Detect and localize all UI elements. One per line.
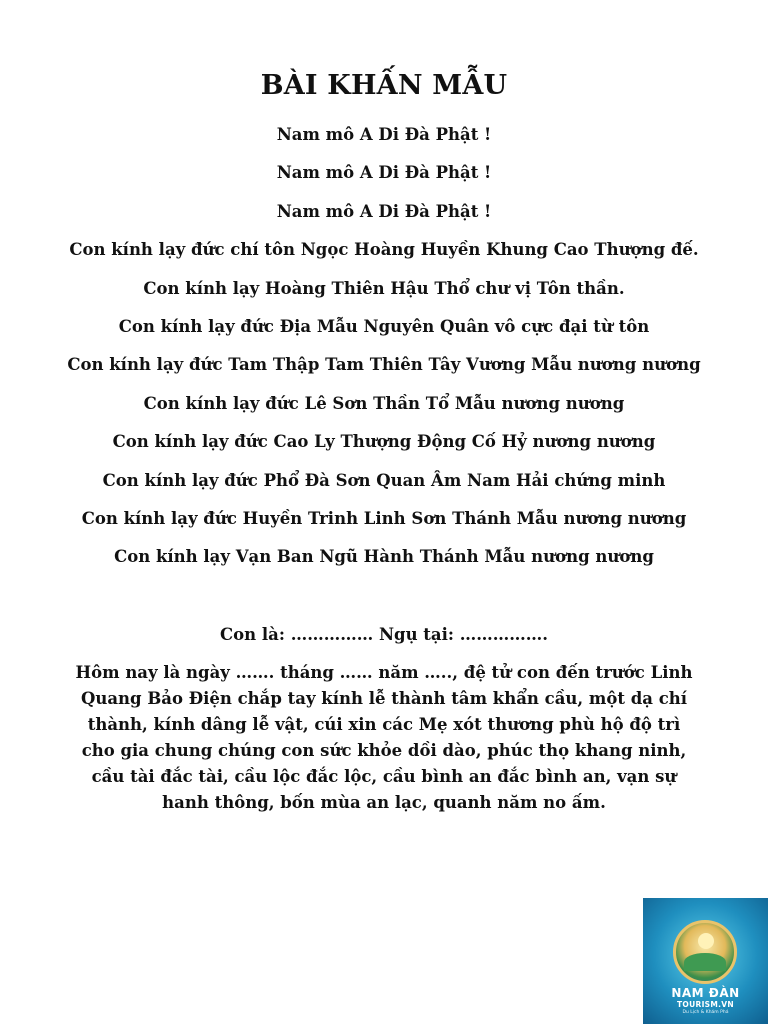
sun-icon [698,933,714,949]
invocation-line: Con kính lạy đức Lê Sơn Thần Tổ Mẫu nương nương [143,393,625,413]
nam-dan-tourism-logo [643,898,768,1024]
logo-site: TOURISM.VN [677,1000,734,1009]
invocation-line: Con kính lạy đức Phổ Đà Sơn Quan Âm Nam Hải chứng minh [102,470,666,490]
invocation-lines [0,122,768,583]
prayer-paragraph: Hôm nay là ngày ……. tháng …… năm ….., đệ tử con đến trước Linh Quang Bảo Điện chắp tay kính lễ thành tâm khẩn cầu, một dạ chí thành, kính dâng lễ vật, cúi xin các Mẹ xót thương phù hộ độ trì cho gia chung chúng con sức khỏe dồi dào, phúc thọ khang ninh, cầu tài đắc tài, cầu lộc đắc lộc, cầu bình an đắc bình an, vạn sự hanh thông, bốn mùa an lạc, quanh năm no ấm. [75,663,693,812]
invocation-line: Con kính lạy Hoàng Thiên Hậu Thổ chư vị Tôn thần. [143,278,625,298]
invocation-line: Con kính lạy đức chí tôn Ngọc Hoàng Huyền Khung Cao Thượng đế. [69,240,699,260]
invocation-line: Con kính lạy đức Tam Thập Tam Thiên Tây Vương Mẫu nương nương [67,355,701,375]
logo-name: NAM ĐÀN [671,986,740,1000]
invocation-line: Con kính lạy Vạn Ban Ngũ Hành Thánh Mẫu nương nương [114,547,654,567]
invocation-line: Nam mô A Di Đà Phật ! [276,201,492,221]
identity-line: Con là: …………… Ngụ tại: ……………. [220,625,548,644]
invocation-line: Nam mô A Di Đà Phật ! [276,163,492,183]
page-title: BÀI KHẤN MẪU [260,70,508,101]
invocation-line: Con kính lạy đức Cao Ly Thượng Động Cố Hỷ nương nương [112,432,656,452]
logo-tagline: Du Lịch & Khám Phá [682,1010,729,1015]
hill-icon [684,953,726,971]
logo-emblem-icon [673,920,737,984]
invocation-line: Con kính lạy đức Huyền Trinh Linh Sơn Thánh Mẫu nương nương [81,508,687,528]
invocation-line: Nam mô A Di Đà Phật ! [276,125,492,144]
invocation-line: Con kính lạy đức Địa Mẫu Nguyên Quân vô cực đại từ tôn [118,316,650,336]
